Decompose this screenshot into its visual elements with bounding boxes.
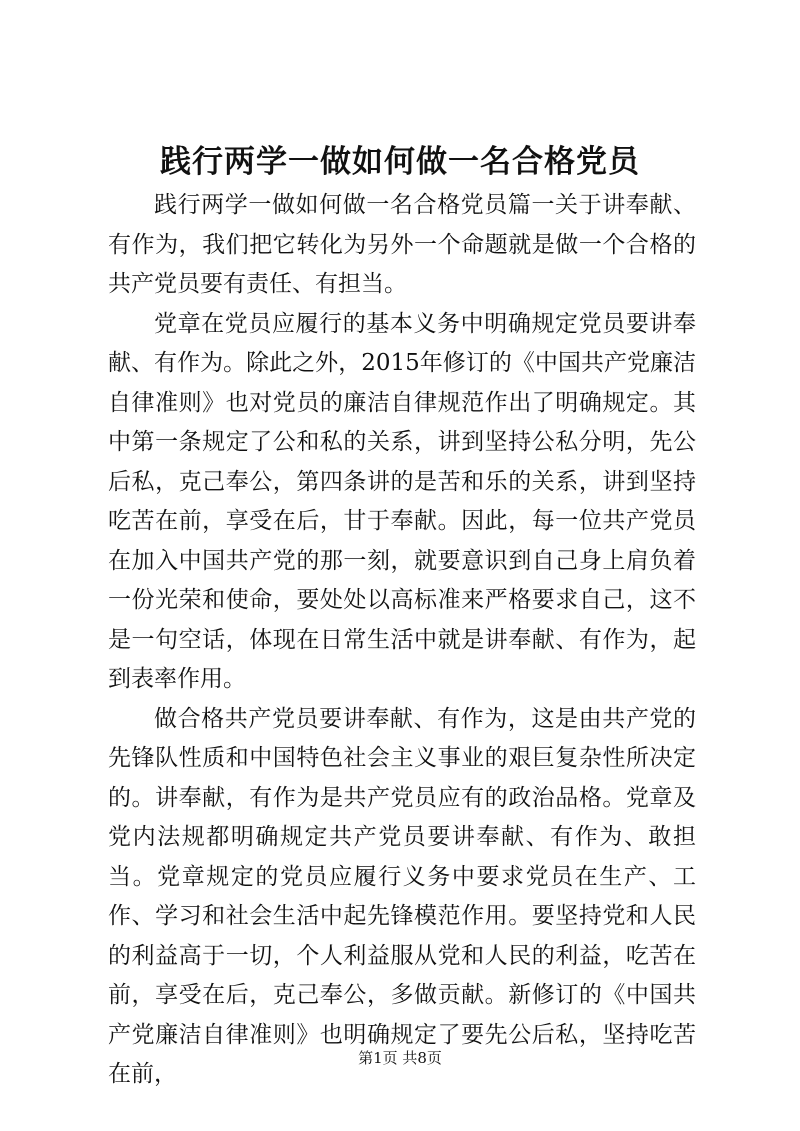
- paragraph-3: 做合格共产党员要讲奉献、有作为，这是由共产党的先锋队性质和中国特色社会主义事业的艰巨复杂性所决定的。讲奉献，有作为是共产党员应有的政治品格。党章及党内法规都明确规定共产党员要讲奉献、有作为、敢担当。党章规定的党员应履行义务中要求党员在生产、工作、学习和社会生活中起先锋模范作用。要坚持党和人民的利益高于一切，个人利益服从党和人民的利益，吃苦在前，享受在后，克己奉公，多做贡献。新修订的《中国共产党廉洁自律准则》也明确规定了要先公后私，坚持吃苦在前，: [108, 705, 696, 1087]
- page-footer: 第1页 共8页: [358, 1049, 442, 1067]
- document-title: 践行两学一做如何做一名合格党员: [160, 144, 640, 180]
- paragraph-1: 践行两学一做如何做一名合格党员篇一关于讲奉献、有作为，我们把它转化为另外一个命题就是做一个合格的共产党员要有责任、有担当。: [108, 192, 696, 297]
- document-body: [108, 186, 696, 1095]
- paragraph-2: 党章在党员应履行的基本义务中明确规定党员要讲奉献、有作为。除此之外，2015年修订的《中国共产党廉洁自律准则》也对党员的廉洁自律规范作出了明确规定。其中第一条规定了公和私的关系，讲到坚持公私分明，先公后私，克己奉公，第四条讲的是苦和乐的关系，讲到坚持吃苦在前，享受在后，甘于奉献。因此，每一位共产党员在加入中国共产党的那一刻，就要意识到自己身上肩负着一份光荣和使命，要处处以高标准来严格要求自己，这不是一句空话，体现在日常生活中就是讲奉献、有作为，起到表率作用。: [108, 310, 696, 692]
